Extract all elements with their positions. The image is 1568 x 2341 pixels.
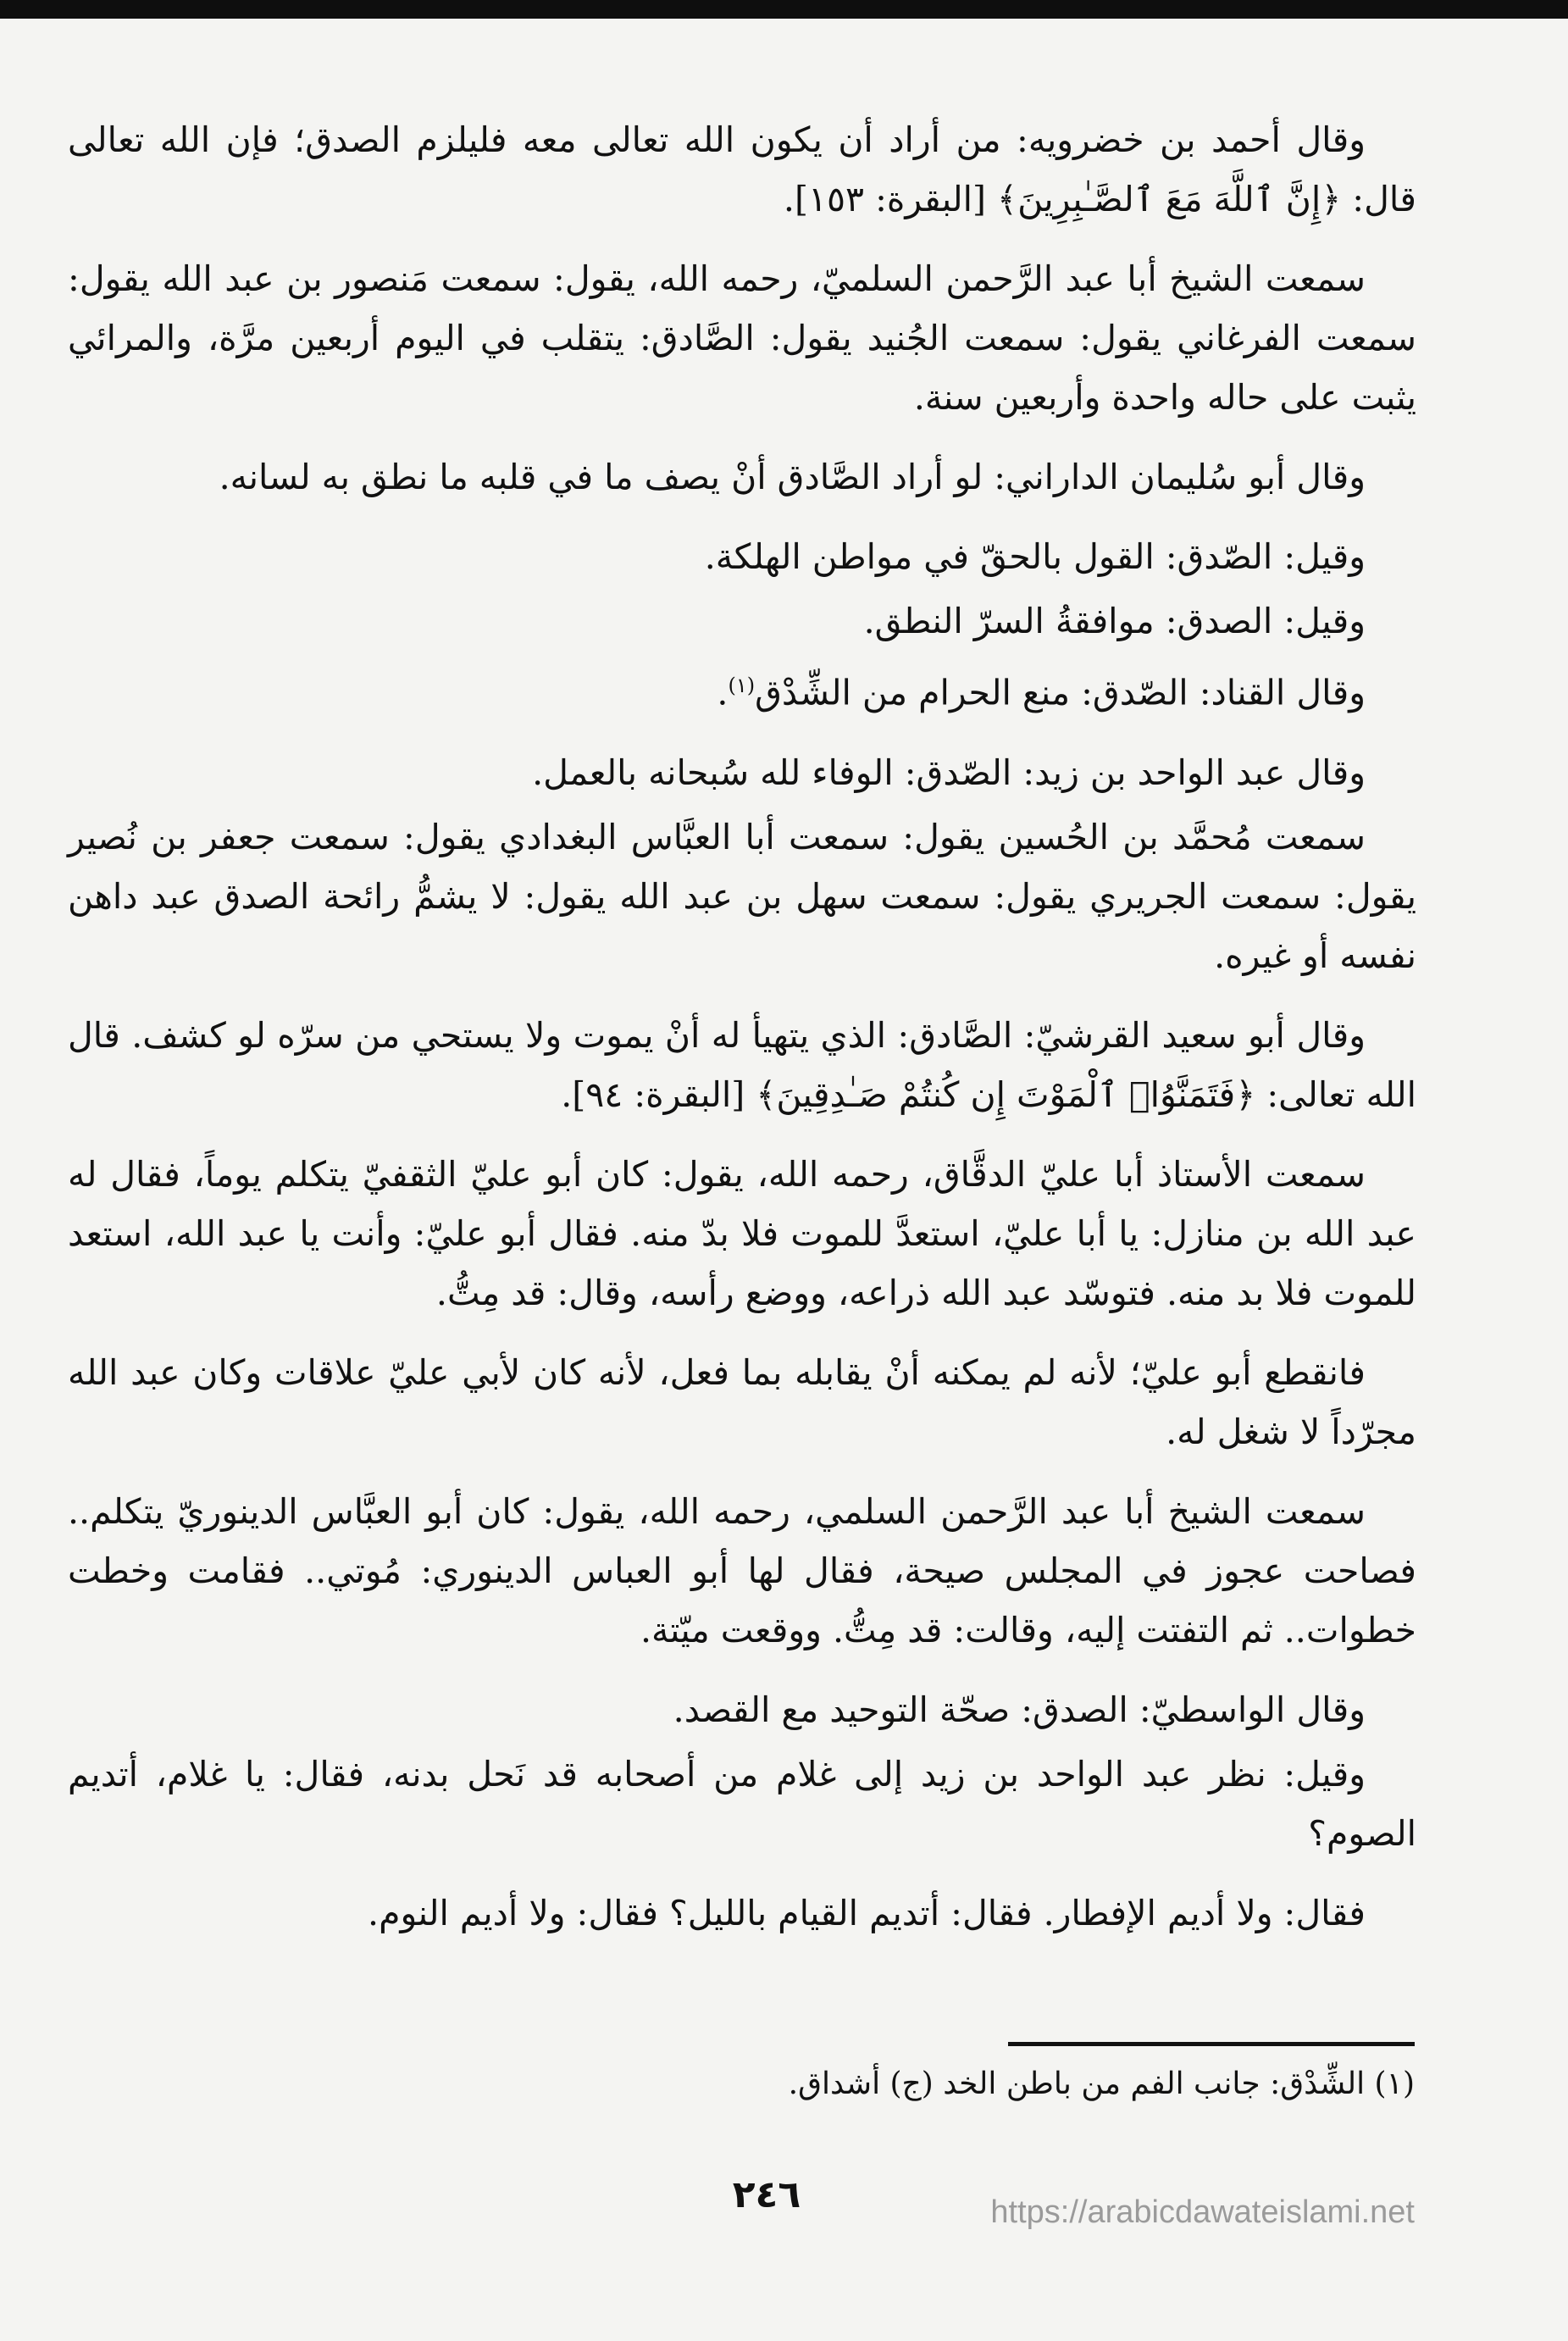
top-border (0, 0, 1568, 19)
verse-text: فَتَمَنَّوُا۟ ٱلْمَوْتَ إِن كُنتُمْ صَـٰدِقِينَ (776, 1073, 1236, 1115)
verse-reference: [البقرة: ١٥٣]. (783, 179, 986, 219)
paragraph-saying-1: وقيل: الصّدق: القول بالحقّ في مواطن الهلكة. (704, 536, 1366, 577)
watermark-url: https://arabicdawateislami.net (990, 2194, 1415, 2230)
verse-close-bracket: ﴾ (997, 179, 1018, 219)
paragraph-qannad (68, 656, 1416, 723)
page-number: ٢٤٦ (732, 2173, 801, 2216)
paragraph-ghulam: وقيل: نظر عبد الواحد بن زيد إلى غلام من أصحابه قد نَحل بدنه، فقال: يا غلام، أتديم الصوم؟ (68, 1753, 1416, 1854)
verse-text: إِنَّ ٱللَّهَ مَعَ ٱلصَّـٰبِرِينَ (1017, 179, 1321, 219)
quran-verse (745, 1074, 1255, 1115)
paragraph-text: وقال أبو سعيد القرشيّ: الصَّادق: الذي يتهيأ له أنْ يموت ولا يستحي من سرّه لو كشف. قال الله تعالى: (68, 1014, 1416, 1115)
paragraph-daqqaq: سمعت الأستاذ أبا عليّ الدقَّاق، رحمه الله، يقول: كان أبو عليّ الثقفيّ يتكلم يوماً، فقال له عبد الله بن منازل: يا أبا عليّ، استعدَّ للموت فلا بدّ منه. فقال أبو عليّ: وأنت يا عبد الله، استعد للموت فلا بد منه. فتوسّد عبد الله ذراعه، ووضع رأسه، وقال: قد مِتُّ. (68, 1153, 1416, 1313)
paragraph-darani: وقال أبو سُليمان الداراني: لو أراد الصَّادق أنْ يصف ما في قلبه ما نطق به لسانه. (219, 457, 1366, 497)
paragraph-ahmad-ibn-khadrawayh (68, 110, 1416, 229)
paragraph-junayd: سمعت الشيخ أبا عبد الرَّحمن السلميّ، رحمه الله، يقول: سمعت مَنصور بن عبد الله يقول: سمعت الفرغاني يقول: سمعت الجُنيد يقول: الصَّادق: يتقلب في اليوم أربعين مرَّة، والمرائي يثبت على حاله واحدة وأربعين سنة. (68, 258, 1416, 418)
paragraph-dinawari: سمعت الشيخ أبا عبد الرَّحمن السلمي، رحمه الله، يقول: كان أبو العبَّاس الدينوريّ يتكلم.. فصاحت عجوز في المجلس صيحة، فقال لها أبو العباس الدينوري: مُوتي.. فقامت وخطت خطوات.. ثم التفتت إليه، وقالت: قد مِتُّ. ووقعت ميّتة. (68, 1490, 1416, 1650)
paragraph-text: وقال القناد: الصّدق: منع الحرام من الشِّدْق (755, 672, 1366, 713)
paragraph-qurashi (68, 1006, 1416, 1124)
page-body (68, 110, 1416, 1963)
paragraph-abu-ali: فانقطع أبو عليّ؛ لأنه لم يمكنه أنْ يقابله بما فعل، لأنه كان لأبي عليّ علاقات وكان عبد الله مجرّداً لا شغل له. (68, 1351, 1416, 1452)
paragraph-final: فقال: ولا أديم الإفطار. فقال: أتديم القيام بالليل؟ فقال: ولا أديم النوم. (368, 1892, 1366, 1933)
verse-open-bracket: ﴿ (1235, 1073, 1256, 1115)
quran-verse (986, 179, 1341, 219)
paragraph-saying-2: وقيل: الصدق: موافقةُ السرّ النطق. (863, 601, 1366, 641)
verse-open-bracket: ﴿ (1321, 179, 1342, 219)
footnote-marker: (١) (728, 674, 756, 697)
paragraph-sahl: سمعت مُحمَّد بن الحُسين يقول: سمعت أبا العبَّاس البغدادي يقول: سمعت جعفر بن نُصير يقول: سمعت الجريري يقول: سمعت سهل بن عبد الله يقول: لا يشمُّ رائحة الصدق عبد داهن نفسه أو غيره. (68, 816, 1416, 976)
verse-reference: [البقرة: ٩٤]. (561, 1073, 745, 1115)
sentence-end: . (717, 672, 729, 713)
verse-close-bracket: ﴾ (756, 1073, 777, 1115)
footnote: (١) الشِّدْق: جانب الفم من باطن الخد (ج) أشداق. (788, 2066, 1415, 2101)
footnote-divider (1008, 2042, 1415, 2046)
paragraph-text: وقال أحمد بن خضرويه: من أراد أن يكون الله تعالى معه فليلزم الصدق؛ فإن الله تعالى قال: (68, 119, 1416, 219)
paragraph-wasiti: وقال الواسطيّ: الصدق: صحّة التوحيد مع القصد. (673, 1689, 1366, 1730)
paragraph-abd-al-wahid: وقال عبد الواحد بن زيد: الصّدق: الوفاء لله سُبحانه بالعمل. (532, 752, 1366, 793)
